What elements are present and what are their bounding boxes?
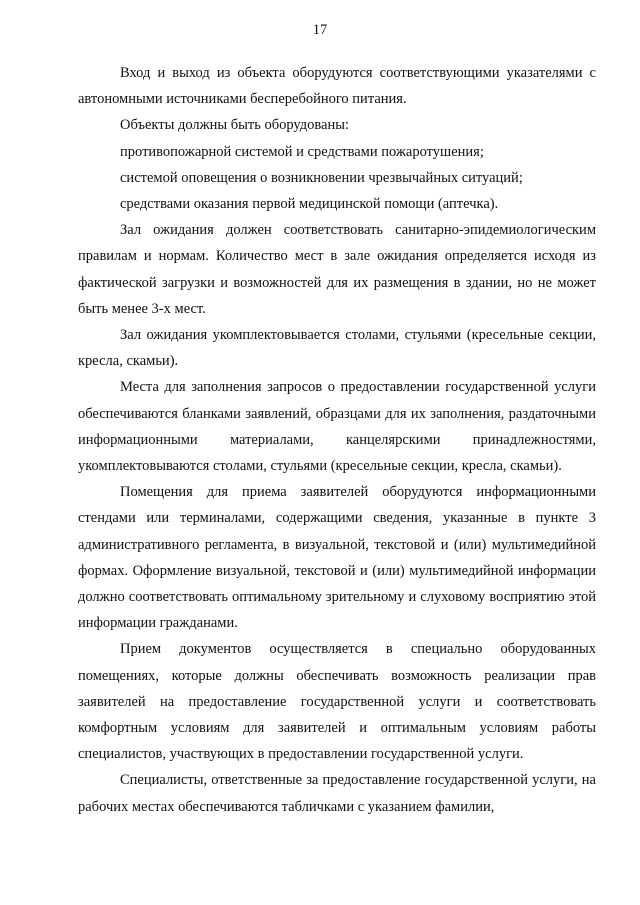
paragraph-entrance-exit: Вход и выход из объекта оборудуются соответствующими указателями с автономными источниками бесперебойного питания. [78,65,596,108]
document-body [78,60,596,820]
list-item-fire-system: противопожарной системой и средствами пожаротушения; [120,143,484,160]
paragraph-specialists: Специалисты, ответственные за предоставление государственной услуги, на рабочих местах обеспечиваются табличками с указанием фамилии, [78,772,596,815]
paragraph-document-reception: Прием документов осуществляется в специально оборудованных помещениях, которые должны обеспечивать возможность реализации прав заявителей на предоставление государственной услуги и соответствовать комфортным условиям для заявителей и оптимальным условиям работы специалистов, участвующих в предоставлении государственной услуги. [78,641,596,763]
paragraph-waiting-hall-furniture: Зал ожидания укомплектовывается столами, стульями (кресельные секции, кресла, скамьи). [78,327,596,370]
paragraph-equipment-intro: Объекты должны быть оборудованы: [120,117,350,134]
list-item-first-aid: средствами оказания первой медицинской помощи (аптечка). [120,196,499,213]
paragraph-waiting-hall-norms: Зал ожидания должен соответствовать санитарно-эпидемиологическим правилам и нормам. Количество мест в зале ожидания определяется исходя из фактической загрузки и возможностей для их размещения в здании, но не может быть менее 3-х мест. [78,222,596,317]
list-item-emergency-alert: системой оповещения о возникновении чрезвычайных ситуаций; [120,169,523,186]
paragraph-request-places: Места для заполнения запросов о предоставлении государственной услуги обеспечиваются бланками заявлений, образцами для их заполнения, раздаточными информационными материалами, канцелярскими принадлежностями, укомплектовываются столами, стульями (кресельные секции, кресла, скамьи). [78,379,596,475]
paragraph-reception-rooms: Помещения для приема заявителей оборудуются информационными стендами или терминалами, содержащими сведения, указанные в пункте 3 административного регламента, в визуальной, текстовой и (или) мультимедийной формах. Оформление визуальной, текстовой и (или) мультимедийной информации должно соответствовать оптимальному зрительному и слуховому восприятию этой информации гражданами. [78,484,596,632]
page-number: 17 [312,22,328,38]
